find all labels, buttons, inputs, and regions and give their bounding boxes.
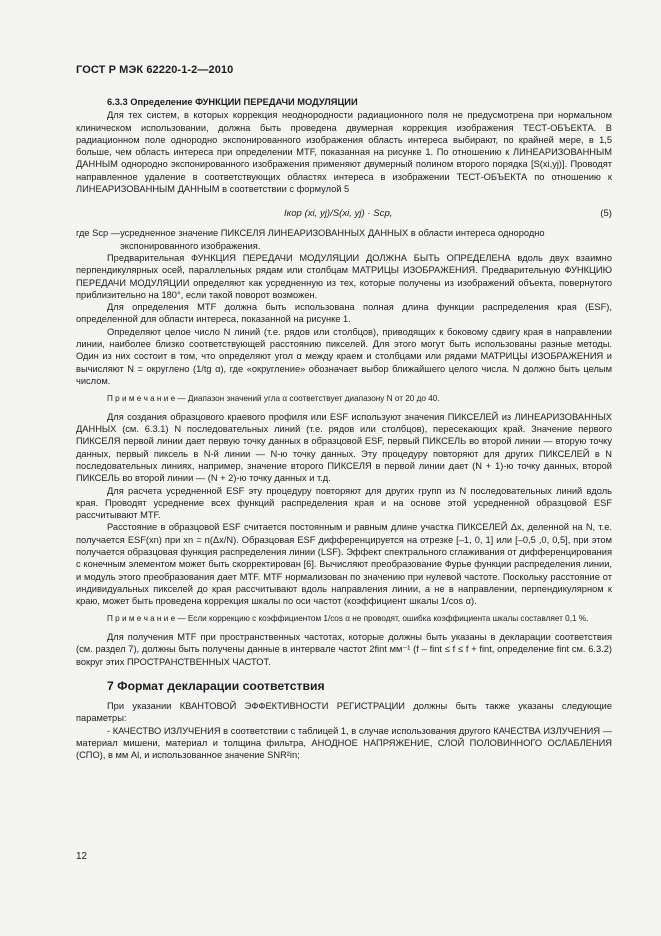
paragraph: Расстояние в образцовой ESF считается постоянным и равным длине участка ПИКСЕЛЕЙ Δx, деленной на N, т.е. получается ESF(xn) при xn = n(Δx/N). Образцовая ESF дифференцируется на отрезке [–1, 0, 1] или [–0,5 ,0, 0,5], при этом получается образцовая функция распределения линии (LSF). Эффект спектрального сглаживания от дифференцирования с конечным элементом может быть скорректирован [6]. Вычисляют преобразование Фурье функции распределения линии, и модуль этого преобразования дает MTF. MTF нормализован по значению при нулевой частоте. Поскольку расстояние от индивидуальных пикселей до края рассчитывают вдоль направления линии, а не в направлении, перпендикулярном к краю, может быть проведена коррекция шкалы по оси частот (коэффициент шкалы 1/cos α).: [76, 522, 612, 607]
paragraph: Для расчета усредненной ESF эту процедуру повторяют для других групп из N последовательных линий вдоль края. Проводят усреднение всех функций распределения края и на основе этой усредненной образцовой ESF рассчитывают MTF.: [76, 485, 612, 521]
page-number: 12: [76, 851, 88, 862]
paragraph: При указании КВАНТОВОЙ ЭФФЕКТИВНОСТИ РЕГИСТРАЦИИ должны быть также указаны следующие параметры:: [76, 701, 612, 724]
note: [76, 613, 612, 625]
where-text: усредненное значение ПИКСЕЛЯ ЛИНЕАРИЗОВАННЫХ ДАННЫХ в области интереса однородно экспонированного изображения.: [120, 228, 545, 251]
formula-5: [76, 199, 612, 225]
paragraph: Для определения MTF должна быть использована полная длина функции распределения края (ESF), определенной для области интереса, показанной на рисунке 1.: [76, 302, 612, 325]
list-item: - КАЧЕСТВО ИЗЛУЧЕНИЯ в соответствии с таблицей 1, в случае использования другого КАЧЕСТВА ИЗЛУЧЕНИЯ — материал мишени, материал и толщина фильтра, АНОДНОЕ НАПРЯЖЕНИЕ, СЛОЙ ПОЛОВИННОГО ОСЛАБЛЕНИЯ (СПО), в мм Al, и использованное значение SNR²in;: [76, 725, 612, 761]
formula-expression: Iкор (xi, yj)/S(xi, yj) · Sср,: [284, 208, 393, 220]
note-label: П р и м е ч а н и е: [107, 394, 176, 404]
section-heading-6-3-3: 6.3.3 Определение ФУНКЦИИ ПЕРЕДАЧИ МОДУЛЯЦИИ: [107, 97, 358, 107]
paragraph: Для получения MTF при пространственных частотах, которые должны быть указаны в декларации соответствия (см. раздел 7), должны быть получены данные в интервале частот 2fint мм⁻¹ (f – fint ≤ f ≤ f + fint, определение fint см. 6.3.2) вокруг этих ПРОСТРАНСТВЕННЫХ ЧАСТОТ.: [76, 631, 612, 667]
standard-header: ГОСТ Р МЭК 62220-1-2—2010: [76, 64, 234, 76]
section-heading-7: 7 Формат декларации соответствия: [107, 678, 325, 693]
formula-explanation: [76, 227, 612, 252]
paragraph: Предварительная ФУНКЦИЯ ПЕРЕДАЧИ МОДУЛЯЦИИ ДОЛЖНА БЫТЬ ОПРЕДЕЛЕНА вдоль двух взаимно перпендикулярных осей, параллельных рядам или столбцам МАТРИЦЫ ИЗОБРАЖЕНИЯ. Предварительную ФУНКЦИЮ ПЕРЕДАЧИ МОДУЛЯЦИИ определяют как усредненную из тех, которые получены из изображений объекта, повернутого приблизительно на 180°, если такой поворот возможен.: [76, 252, 612, 300]
paragraph: Для создания образцового краевого профиля или ESF используют значения ПИКСЕЛЕЙ из ЛИНЕАРИЗОВАННЫХ ДАННЫХ (см. 6.3.1) N последовательных линий (т.е. рядов или столбцов), пересекающих край. Значение первого ПИКСЕЛЯ первой линии дает первую точку данных в образцовой ESF, первый ПИКСЕЛЬ во второй линии — вторую точку данных, первый пиксель в N-й линии — N-ю точку данных. Эту процедуру повторяют для других ПИКСЕЛЕЙ в N последовательных линиях, например, значение второго ПИКСЕЛЯ в первой линии дает (N + 1)-ю точку данных, второй ПИКСЕЛЬ во второй линии — (N + 2)-ю точку данных и т.д.: [76, 411, 612, 484]
paragraph: Определяют целое число N линий (т.е. рядов или столбцов), приводящих к боковому сдвигу края в направлении линии, наиболее близко соответствующей расстоянию пикселей. Для этого могут быть использованы разные методы. Один из них состоит в том, что определяют угол α между краем и столбцами или рядами МАТРИЦЫ ИЗОБРАЖЕНИЯ и вычисляют N = округлено (1/tg α), где «округление» обозначает выбор ближайшего целого числа. N должно быть целым числом.: [76, 326, 612, 386]
page-content: [76, 96, 612, 762]
note-text: — Диапазон значений угла α соответствует диапазону N от 20 до 40.: [175, 394, 440, 404]
formula-number: (5): [600, 208, 612, 220]
note-text: — Если коррекцию с коэффициентом 1/cos α не проводят, ошибка коэффициента шкалы составляет 0,1 %.: [175, 614, 589, 624]
where-label: где Sср —: [76, 228, 121, 239]
note: [76, 393, 612, 405]
note-label: П р и м е ч а н и е: [107, 614, 176, 624]
paragraph: Для тех систем, в которых коррекция неоднородности радиационного поля не предусмотрена при нормальном клиническом использовании, должна быть проведена двумерная коррекция изображения ТЕСТ-ОБЪЕКТА. В радиационном поле однородно экспонированного изображения область интереса выбирают, по крайней мере, в 1,5 больше, чем область интереса при определении MTF, показанная на рисунке 1. По отношению к ЛИНЕАРИЗОВАННЫМ ДАННЫМ однородно экспонированного изображения применяют двумерный полином второго порядка [S(xi,yj)]. Проводят направленное удаление в соответствующих областях интереса в изображении ТЕСТ-ОБЪЕКТА по отношению к ЛИНЕАРИЗОВАННЫМ ДАННЫМ в соответствии с формулой 5: [76, 110, 612, 195]
